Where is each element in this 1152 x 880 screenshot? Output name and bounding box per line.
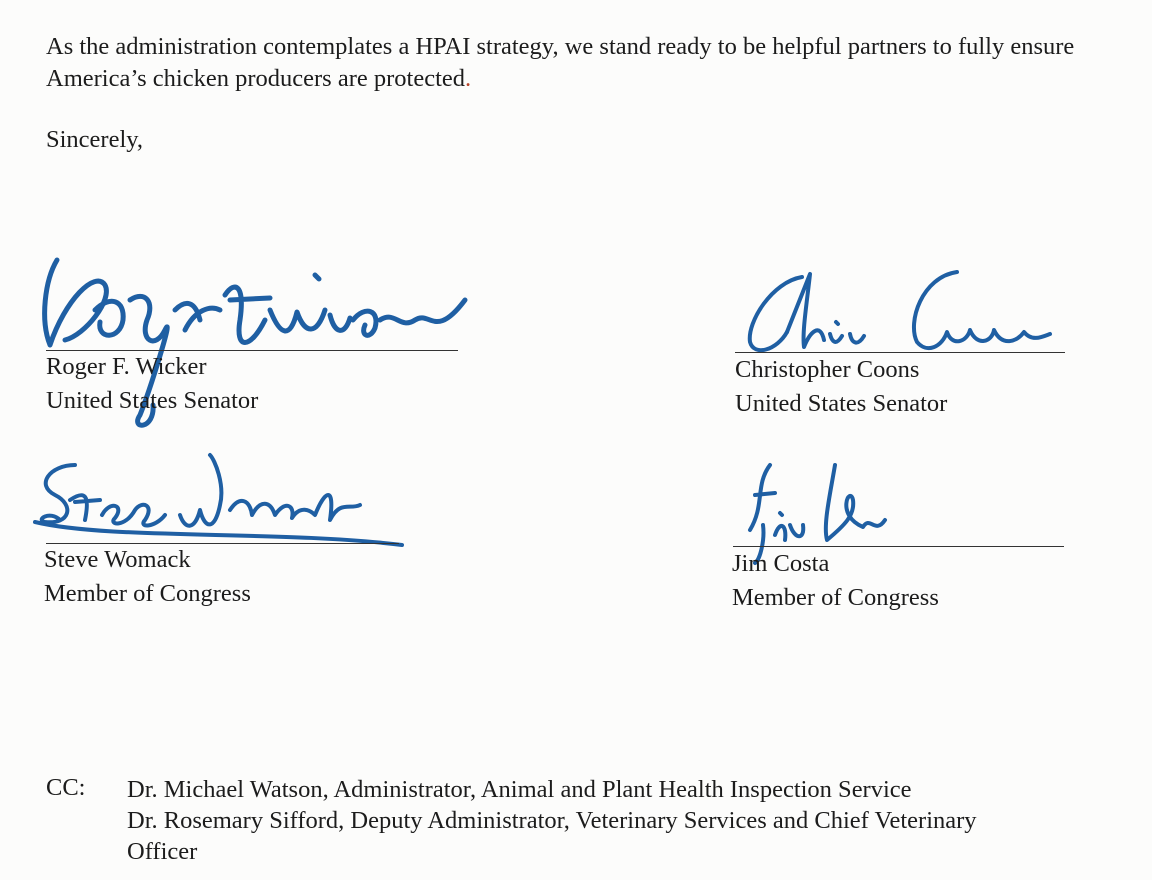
signatory-name: Steve Womack (44, 546, 191, 573)
signatory-title: Member of Congress (732, 584, 939, 611)
signatory-title: Member of Congress (44, 580, 251, 607)
signatory-name: Christopher Coons (735, 356, 920, 383)
signatory-name: Jim Costa (732, 550, 830, 577)
signature-coons (732, 262, 1052, 362)
cc-recipient: Officer (127, 838, 198, 865)
signatory-title: United States Senator (46, 387, 259, 414)
body-paragraph-period: . (465, 65, 472, 92)
signatory-womack (44, 543, 251, 611)
body-paragraph (46, 31, 1136, 95)
cc-recipient: Dr. Michael Watson, Administrator, Animal and Plant Health Inspection Service (127, 776, 912, 803)
signatory-wicker (46, 350, 258, 418)
closing-salutation: Sincerely, (46, 126, 144, 153)
body-paragraph-text: As the administration contemplates a HPAI strategy, we stand ready to be helpful partners to fully ensure America’s chicken producers are protected (46, 33, 1075, 92)
cc-recipients (127, 774, 1147, 867)
signatory-title: United States Senator (735, 390, 948, 417)
signatory-name: Roger F. Wicker (46, 353, 207, 380)
signature-womack (30, 450, 410, 550)
signatory-costa (732, 547, 939, 615)
cc-label: CC: (46, 774, 86, 801)
cc-recipient: Dr. Rosemary Sifford, Deputy Administrator, Veterinary Services and Chief Veterinary (127, 807, 977, 834)
signatory-coons (735, 353, 947, 421)
